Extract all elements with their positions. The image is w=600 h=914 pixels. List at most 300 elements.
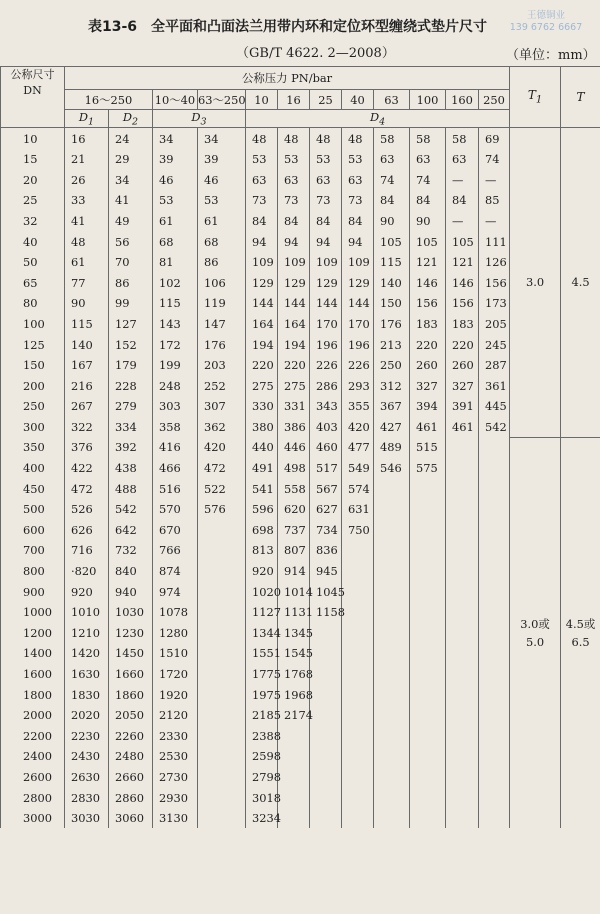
d4-cell bbox=[446, 767, 479, 788]
dn-cell: 1600 bbox=[1, 664, 65, 685]
d4-cell: 156 bbox=[479, 272, 510, 293]
d4-cell: 58 bbox=[410, 128, 446, 149]
d2-cell: 940 bbox=[109, 581, 153, 602]
d4-cell: 546 bbox=[374, 458, 410, 479]
pn-header: 100 bbox=[410, 90, 446, 110]
d4-header: $D_4$ bbox=[246, 110, 510, 128]
d4-cell: 73 bbox=[342, 190, 374, 211]
pn-header: 10 bbox=[246, 90, 278, 110]
d3-cell: 1920 bbox=[153, 684, 198, 705]
d3-cell: 2930 bbox=[153, 787, 198, 808]
dn-cell: 700 bbox=[1, 540, 65, 561]
d4-cell bbox=[410, 746, 446, 767]
d4-cell bbox=[374, 664, 410, 685]
d4-cell: 275 bbox=[246, 375, 278, 396]
d4-cell: 807 bbox=[278, 540, 310, 561]
d2-cell: 29 bbox=[109, 149, 153, 170]
d2-cell: 2260 bbox=[109, 726, 153, 747]
d1-cell: 920 bbox=[65, 581, 109, 602]
d1-cell: 1210 bbox=[65, 623, 109, 644]
dn-cell: 32 bbox=[1, 211, 65, 232]
dn-cell: 3000 bbox=[1, 808, 65, 829]
d4-cell: 331 bbox=[278, 396, 310, 417]
dn-cell: 40 bbox=[1, 231, 65, 252]
d2-cell: 86 bbox=[109, 272, 153, 293]
d4-cell bbox=[342, 787, 374, 808]
d4-cell: 156 bbox=[446, 293, 479, 314]
d4-cell: 58 bbox=[374, 128, 410, 149]
d2-cell: 840 bbox=[109, 561, 153, 582]
d4-cell bbox=[446, 540, 479, 561]
d4-cell: 1158 bbox=[310, 602, 342, 623]
d4-cell: 48 bbox=[342, 128, 374, 149]
d3-cell: 61 bbox=[153, 211, 198, 232]
dn-cell: 800 bbox=[1, 561, 65, 582]
d1-cell: 16 bbox=[65, 128, 109, 149]
d4-cell: 69 bbox=[479, 128, 510, 149]
d2-cell: 642 bbox=[109, 520, 153, 541]
d4-cell: 213 bbox=[374, 334, 410, 355]
d4-cell: — bbox=[479, 211, 510, 232]
d4-cell bbox=[278, 787, 310, 808]
d2-cell: 24 bbox=[109, 128, 153, 149]
d3-cell bbox=[198, 705, 246, 726]
d3-cell: 34 bbox=[198, 128, 246, 149]
d4-cell: 260 bbox=[446, 355, 479, 376]
d4-cell: 945 bbox=[310, 561, 342, 582]
d4-cell: 53 bbox=[278, 149, 310, 170]
d4-cell bbox=[410, 684, 446, 705]
d4-cell: 156 bbox=[410, 293, 446, 314]
d4-cell: 3018 bbox=[246, 787, 278, 808]
d4-cell: 63 bbox=[342, 169, 374, 190]
d4-cell: 620 bbox=[278, 499, 310, 520]
d4-cell: 121 bbox=[446, 252, 479, 273]
d2-cell: 179 bbox=[109, 355, 153, 376]
d4-cell bbox=[446, 478, 479, 499]
d4-cell: 627 bbox=[310, 499, 342, 520]
d4-cell bbox=[446, 787, 479, 808]
dn-cell: 50 bbox=[1, 252, 65, 273]
d4-cell: 48 bbox=[246, 128, 278, 149]
d3-cell: 68 bbox=[198, 231, 246, 252]
d4-cell: 2388 bbox=[246, 726, 278, 747]
d4-cell: 489 bbox=[374, 437, 410, 458]
d4-cell: 94 bbox=[310, 231, 342, 252]
d4-cell: 205 bbox=[479, 314, 510, 335]
d4-cell: 2174 bbox=[278, 705, 310, 726]
pressure-header: 公称压力 PN/bar bbox=[65, 67, 510, 90]
d4-cell: 109 bbox=[310, 252, 342, 273]
d4-cell bbox=[278, 767, 310, 788]
d4-cell: 105 bbox=[374, 231, 410, 252]
table-title: 表13-6 全平面和凸面法兰用带内环和定位环型缠绕式垫片尺寸 bbox=[88, 19, 488, 35]
d4-cell bbox=[310, 746, 342, 767]
d4-cell bbox=[446, 602, 479, 623]
t1-value-line: 3.0 bbox=[526, 275, 545, 290]
t1-header: $T_1$ bbox=[510, 67, 561, 128]
d3-cell: 147 bbox=[198, 314, 246, 335]
d2-header: $D_2$ bbox=[109, 110, 153, 128]
d4-cell bbox=[310, 767, 342, 788]
d4-cell: 734 bbox=[310, 520, 342, 541]
d3-cell bbox=[198, 664, 246, 685]
d2-cell: 152 bbox=[109, 334, 153, 355]
dn-cell: 200 bbox=[1, 375, 65, 396]
t1-value-line: 3.0或 bbox=[520, 617, 550, 632]
d4-cell bbox=[479, 437, 510, 458]
d4-cell bbox=[446, 437, 479, 458]
d1-cell: 626 bbox=[65, 520, 109, 541]
d4-cell: 394 bbox=[410, 396, 446, 417]
d4-cell: 380 bbox=[246, 417, 278, 438]
d4-cell bbox=[410, 520, 446, 541]
t-value-line: 4.5或 bbox=[565, 617, 596, 632]
d4-cell: 63 bbox=[410, 149, 446, 170]
d4-cell bbox=[374, 746, 410, 767]
d4-cell bbox=[479, 581, 510, 602]
d3-cell: 2330 bbox=[153, 726, 198, 747]
d4-cell: 1551 bbox=[246, 643, 278, 664]
d4-cell: 1131 bbox=[278, 602, 310, 623]
d1-cell: 1630 bbox=[65, 664, 109, 685]
d4-cell bbox=[446, 684, 479, 705]
d4-cell bbox=[374, 561, 410, 582]
d4-cell: 287 bbox=[479, 355, 510, 376]
d1-cell: 2430 bbox=[65, 746, 109, 767]
d4-cell: 440 bbox=[246, 437, 278, 458]
table-row bbox=[1, 437, 600, 458]
d4-cell: 84 bbox=[310, 211, 342, 232]
d3-header: $D_3$ bbox=[153, 110, 246, 128]
d4-cell: 367 bbox=[374, 396, 410, 417]
d3-cell: 1720 bbox=[153, 664, 198, 685]
d2-cell: 99 bbox=[109, 293, 153, 314]
d4-cell bbox=[410, 499, 446, 520]
d4-cell: 1975 bbox=[246, 684, 278, 705]
d4-cell bbox=[479, 808, 510, 829]
d4-cell bbox=[310, 726, 342, 747]
d3-cell: 39 bbox=[198, 149, 246, 170]
d1-cell: 526 bbox=[65, 499, 109, 520]
dn-header bbox=[1, 67, 65, 128]
d3-cell: 252 bbox=[198, 375, 246, 396]
d1-cell: 716 bbox=[65, 540, 109, 561]
t1-value-line: 5.0 bbox=[526, 635, 545, 650]
dn-cell: 2400 bbox=[1, 746, 65, 767]
d4-cell: 575 bbox=[410, 458, 446, 479]
d2-cell: 56 bbox=[109, 231, 153, 252]
d4-cell: 355 bbox=[342, 396, 374, 417]
d4-cell: 312 bbox=[374, 375, 410, 396]
d3-cell: 68 bbox=[153, 231, 198, 252]
d4-cell: 144 bbox=[342, 293, 374, 314]
d4-cell bbox=[446, 664, 479, 685]
d3-cell: 102 bbox=[153, 272, 198, 293]
d3-cell bbox=[198, 684, 246, 705]
d4-cell: 361 bbox=[479, 375, 510, 396]
table-row bbox=[1, 128, 600, 149]
d3-cell: 1510 bbox=[153, 643, 198, 664]
dn-cell: 400 bbox=[1, 458, 65, 479]
d3-cell: 2530 bbox=[153, 746, 198, 767]
d2-cell: 542 bbox=[109, 499, 153, 520]
d1-cell: 2230 bbox=[65, 726, 109, 747]
d4-cell bbox=[310, 664, 342, 685]
d4-cell: 164 bbox=[278, 314, 310, 335]
d4-cell: 73 bbox=[310, 190, 342, 211]
d4-cell: 386 bbox=[278, 417, 310, 438]
d2-cell: 2480 bbox=[109, 746, 153, 767]
d1-cell: 2830 bbox=[65, 787, 109, 808]
d3-cell: 203 bbox=[198, 355, 246, 376]
d4-cell bbox=[374, 540, 410, 561]
d2-cell: 392 bbox=[109, 437, 153, 458]
d4-cell bbox=[410, 705, 446, 726]
d4-cell: 129 bbox=[342, 272, 374, 293]
t-value-line: 6.5 bbox=[571, 635, 590, 650]
d3-cell: 81 bbox=[153, 252, 198, 273]
d4-cell: 194 bbox=[278, 334, 310, 355]
d4-cell: 420 bbox=[342, 417, 374, 438]
d4-cell: 144 bbox=[246, 293, 278, 314]
d3-cell: 2730 bbox=[153, 767, 198, 788]
d2-cell: 49 bbox=[109, 211, 153, 232]
d2-cell: 2860 bbox=[109, 787, 153, 808]
d4-cell: 111 bbox=[479, 231, 510, 252]
d2-cell: 438 bbox=[109, 458, 153, 479]
d4-cell: 698 bbox=[246, 520, 278, 541]
d1-cell: 26 bbox=[65, 169, 109, 190]
d4-cell: — bbox=[446, 169, 479, 190]
d4-cell: 226 bbox=[342, 355, 374, 376]
d4-cell: 220 bbox=[446, 334, 479, 355]
d3-cell bbox=[198, 520, 246, 541]
d4-cell bbox=[374, 520, 410, 541]
d3-cell: 303 bbox=[153, 396, 198, 417]
d4-cell bbox=[374, 581, 410, 602]
d4-cell: 109 bbox=[342, 252, 374, 273]
dn-cell: 350 bbox=[1, 437, 65, 458]
d4-cell: 1775 bbox=[246, 664, 278, 685]
d4-cell bbox=[310, 787, 342, 808]
d4-cell bbox=[342, 726, 374, 747]
d4-cell bbox=[446, 520, 479, 541]
d2-cell: 127 bbox=[109, 314, 153, 335]
d3-cell bbox=[198, 623, 246, 644]
d3-cell: 176 bbox=[198, 334, 246, 355]
d3-cell: 199 bbox=[153, 355, 198, 376]
d1-cell: 267 bbox=[65, 396, 109, 417]
d3-cell: 86 bbox=[198, 252, 246, 273]
t1-value bbox=[510, 128, 561, 437]
d2-cell: 279 bbox=[109, 396, 153, 417]
d4-cell: 836 bbox=[310, 540, 342, 561]
d4-cell: 574 bbox=[342, 478, 374, 499]
d2-cell: 1860 bbox=[109, 684, 153, 705]
d4-cell bbox=[446, 705, 479, 726]
d4-cell bbox=[374, 643, 410, 664]
d4-cell: 53 bbox=[310, 149, 342, 170]
d4-cell: 176 bbox=[374, 314, 410, 335]
pn-header: 160 bbox=[446, 90, 479, 110]
d4-cell bbox=[410, 808, 446, 829]
d4-cell: 286 bbox=[310, 375, 342, 396]
d3-cell bbox=[198, 726, 246, 747]
watermark-line: 139 6762 6667 bbox=[509, 22, 583, 33]
d2-cell: 1030 bbox=[109, 602, 153, 623]
d4-cell: 260 bbox=[410, 355, 446, 376]
dn-cell: 80 bbox=[1, 293, 65, 314]
pn-header: 40 bbox=[342, 90, 374, 110]
d4-cell: 461 bbox=[410, 417, 446, 438]
d2-cell: 2660 bbox=[109, 767, 153, 788]
d4-cell: 477 bbox=[342, 437, 374, 458]
d2-cell: 228 bbox=[109, 375, 153, 396]
d4-cell bbox=[410, 726, 446, 747]
dn-cell: 1400 bbox=[1, 643, 65, 664]
d4-cell: 94 bbox=[342, 231, 374, 252]
dn-cell: 100 bbox=[1, 314, 65, 335]
d3-cell: 53 bbox=[153, 190, 198, 211]
d4-cell: 2185 bbox=[246, 705, 278, 726]
d4-cell: 391 bbox=[446, 396, 479, 417]
d1-cell: 167 bbox=[65, 355, 109, 376]
d3-cell: 420 bbox=[198, 437, 246, 458]
d4-cell: 1344 bbox=[246, 623, 278, 644]
d4-cell: 53 bbox=[342, 149, 374, 170]
d4-cell: 541 bbox=[246, 478, 278, 499]
d3-cell: 34 bbox=[153, 128, 198, 149]
d4-cell: 183 bbox=[410, 314, 446, 335]
d4-cell bbox=[342, 664, 374, 685]
d3-cell: 61 bbox=[198, 211, 246, 232]
d3-cell: 466 bbox=[153, 458, 198, 479]
d3-cell: 2120 bbox=[153, 705, 198, 726]
d3-cell: 248 bbox=[153, 375, 198, 396]
d4-cell: 58 bbox=[446, 128, 479, 149]
d1-cell: 472 bbox=[65, 478, 109, 499]
d4-cell bbox=[310, 684, 342, 705]
d4-cell: 105 bbox=[446, 231, 479, 252]
dn-cell: 65 bbox=[1, 272, 65, 293]
d1-cell: 48 bbox=[65, 231, 109, 252]
d4-cell bbox=[310, 643, 342, 664]
d4-cell: 558 bbox=[278, 478, 310, 499]
d4-cell: 63 bbox=[310, 169, 342, 190]
d4-cell: 427 bbox=[374, 417, 410, 438]
d4-cell: 813 bbox=[246, 540, 278, 561]
d1-cell: 2630 bbox=[65, 767, 109, 788]
d4-cell: 74 bbox=[410, 169, 446, 190]
d4-cell: 330 bbox=[246, 396, 278, 417]
d4-cell: 53 bbox=[246, 149, 278, 170]
gasket-dimension-table bbox=[0, 66, 600, 828]
d1-cell: 61 bbox=[65, 252, 109, 273]
d4-cell: 173 bbox=[479, 293, 510, 314]
d4-cell bbox=[479, 643, 510, 664]
d3-cell bbox=[198, 808, 246, 829]
d4-cell bbox=[479, 623, 510, 644]
d3-cell bbox=[198, 787, 246, 808]
d4-cell: 445 bbox=[479, 396, 510, 417]
d4-cell: 461 bbox=[446, 417, 479, 438]
d4-cell: 84 bbox=[246, 211, 278, 232]
d4-cell: 737 bbox=[278, 520, 310, 541]
d4-cell: 1545 bbox=[278, 643, 310, 664]
d4-cell: 1127 bbox=[246, 602, 278, 623]
d4-cell bbox=[342, 623, 374, 644]
d3-cell: 172 bbox=[153, 334, 198, 355]
d2-cell: 2050 bbox=[109, 705, 153, 726]
d4-cell: 567 bbox=[310, 478, 342, 499]
d3-cell: 974 bbox=[153, 581, 198, 602]
d4-cell: 129 bbox=[278, 272, 310, 293]
d3-cell: 39 bbox=[153, 149, 198, 170]
d4-cell bbox=[410, 478, 446, 499]
d4-cell: 144 bbox=[278, 293, 310, 314]
d4-cell bbox=[278, 726, 310, 747]
pressure-group-header: 16～250 bbox=[65, 90, 153, 110]
d4-cell bbox=[446, 458, 479, 479]
d4-cell bbox=[479, 520, 510, 541]
d3-cell: 362 bbox=[198, 417, 246, 438]
d4-cell bbox=[446, 499, 479, 520]
d4-cell bbox=[342, 561, 374, 582]
d4-cell: 150 bbox=[374, 293, 410, 314]
d4-cell: 631 bbox=[342, 499, 374, 520]
d4-cell: 129 bbox=[246, 272, 278, 293]
d4-cell: 275 bbox=[278, 375, 310, 396]
d4-cell: 245 bbox=[479, 334, 510, 355]
t-header: T bbox=[561, 67, 600, 128]
d3-cell bbox=[198, 602, 246, 623]
dn-cell: 1200 bbox=[1, 623, 65, 644]
d4-cell bbox=[410, 767, 446, 788]
d4-cell: 74 bbox=[374, 169, 410, 190]
d4-cell: 542 bbox=[479, 417, 510, 438]
d4-cell: 140 bbox=[374, 272, 410, 293]
d4-cell: 549 bbox=[342, 458, 374, 479]
dn-cell: 500 bbox=[1, 499, 65, 520]
d4-cell bbox=[342, 746, 374, 767]
d4-cell bbox=[374, 726, 410, 747]
d4-cell: 146 bbox=[410, 272, 446, 293]
d4-cell: — bbox=[479, 169, 510, 190]
d4-cell: 84 bbox=[446, 190, 479, 211]
d3-cell: 1078 bbox=[153, 602, 198, 623]
d3-cell: 106 bbox=[198, 272, 246, 293]
d4-cell: 327 bbox=[410, 375, 446, 396]
d4-cell: 914 bbox=[278, 561, 310, 582]
d3-cell: 416 bbox=[153, 437, 198, 458]
d4-cell: 63 bbox=[374, 149, 410, 170]
pn-header: 25 bbox=[310, 90, 342, 110]
d1-cell: 140 bbox=[65, 334, 109, 355]
d4-cell bbox=[342, 684, 374, 705]
d3-cell: 472 bbox=[198, 458, 246, 479]
d4-cell bbox=[479, 540, 510, 561]
dn-cell: 10 bbox=[1, 128, 65, 149]
dn-cell: 2000 bbox=[1, 705, 65, 726]
d3-cell: 766 bbox=[153, 540, 198, 561]
d4-cell: 327 bbox=[446, 375, 479, 396]
d3-cell: 3130 bbox=[153, 808, 198, 829]
dn-cell: 300 bbox=[1, 417, 65, 438]
d3-cell bbox=[198, 540, 246, 561]
d4-cell bbox=[374, 705, 410, 726]
d1-cell: 322 bbox=[65, 417, 109, 438]
